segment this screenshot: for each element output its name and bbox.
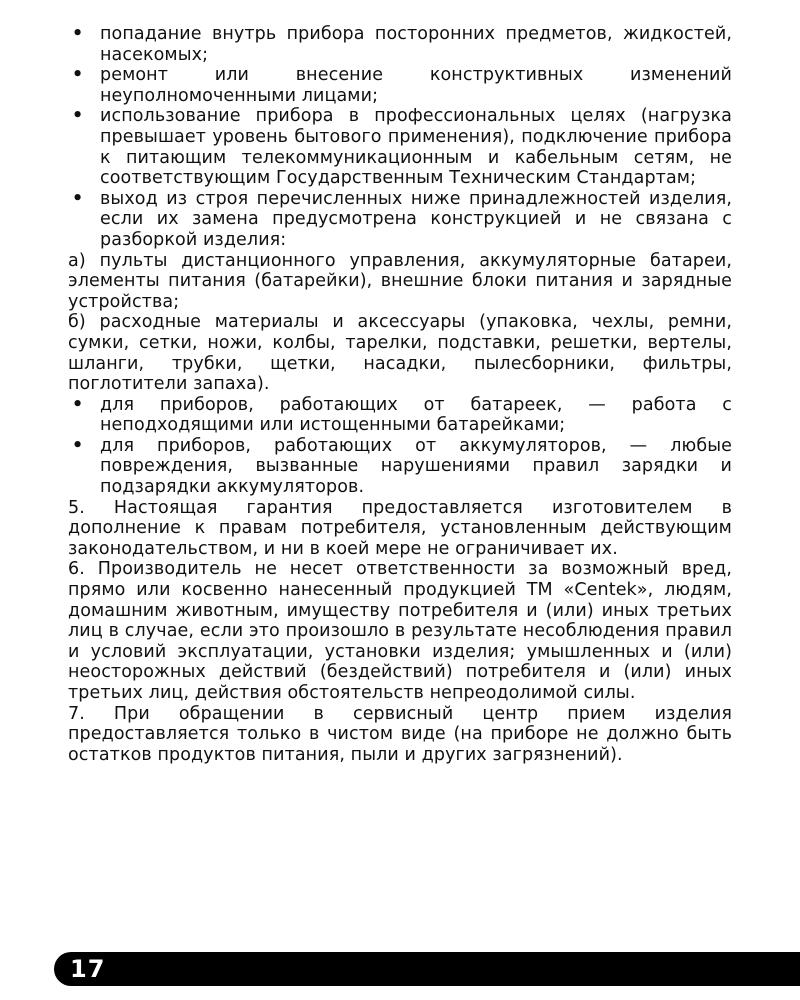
list-item-text: использование прибора в профессиональных целях (нагрузка превышает уровень бытового применения), подключение прибора к питающим телекоммуникационным и кабельным сетям, не соответствующим Государственным Техническим Стандартам; xyxy=(100,106,732,189)
bullet-icon: • xyxy=(72,106,84,127)
list-item xyxy=(68,436,732,498)
list-item xyxy=(68,65,732,106)
list-item-text: для приборов, работающих от аккумуляторов, — любые повреждения, вызванные нарушениями правил зарядки и подзарядки аккумуляторов. xyxy=(100,435,732,498)
page-number: 17 xyxy=(70,955,106,983)
sub-item-a: а) пульты дистанционного управления, аккумуляторные батареи, элементы питания (батарейки), внешние блоки питания и зарядные устройства; xyxy=(68,250,732,312)
list-item xyxy=(68,106,732,188)
page-footer-bar xyxy=(54,952,800,986)
list-item xyxy=(68,189,732,251)
page-content xyxy=(68,24,732,765)
list-item-text: попадание внутрь прибора посторонних предметов, жидкостей, насекомых; xyxy=(100,24,732,65)
sub-item-b: б) расходные материалы и аксессуары (упаковка, чехлы, ремни, сумки, сетки, ножи, колбы, тарелки, подставки, решетки, вертелы, шланги, трубки, щетки, насадки, пылесборники, фильтры, поглотители запаха). xyxy=(68,312,732,395)
bullet-icon: • xyxy=(72,435,84,456)
paragraph-7: 7. При обращении в сервисный центр прием изделия предоставляется только в чистом виде (на приборе не должно быть остатков продуктов питания, пыли и других загрязнений). xyxy=(68,703,732,765)
list-item-text: выход из строя перечисленных ниже принадлежностей изделия, если их замена предусмотрена конструкцией и не связана с разборкой изделия: xyxy=(100,188,732,250)
bullet-icon: • xyxy=(72,188,84,209)
list-item-text: для приборов, работающих от батареек, — работа с неподходящими или истощенными батарейками; xyxy=(100,394,732,436)
exclusions-list-top xyxy=(68,24,732,251)
paragraph-6: 6. Производитель не несет ответственности за возможный вред, прямо или косвенно нанесенный продукцией ТМ «Centek», людям, домашним животным, имуществу потребителя и (или) иных третьих лиц в случае, если это произошло в результате несоблюдения правил и условий эксплуатации, установки изделия; умышленных и (или) неосторожных действий (бездействий) потребителя и (или) иных третьих лиц, действия обстоятельств непреодолимой силы. xyxy=(68,559,732,703)
bullet-icon: • xyxy=(72,394,84,415)
bullet-icon: • xyxy=(72,65,84,86)
bullet-icon: • xyxy=(72,24,84,44)
list-item xyxy=(68,24,732,65)
paragraph-5: 5. Настоящая гарантия предоставляется изготовителем в дополнение к правам потребителя, установленным действующим законодательством, и ни в коей мере не ограничивает их. xyxy=(68,497,732,559)
exclusions-list-bottom xyxy=(68,395,732,498)
list-item xyxy=(68,395,732,436)
list-item-text: ремонт или внесение конструктивных изменений неуполномоченными лицами; xyxy=(100,65,732,106)
